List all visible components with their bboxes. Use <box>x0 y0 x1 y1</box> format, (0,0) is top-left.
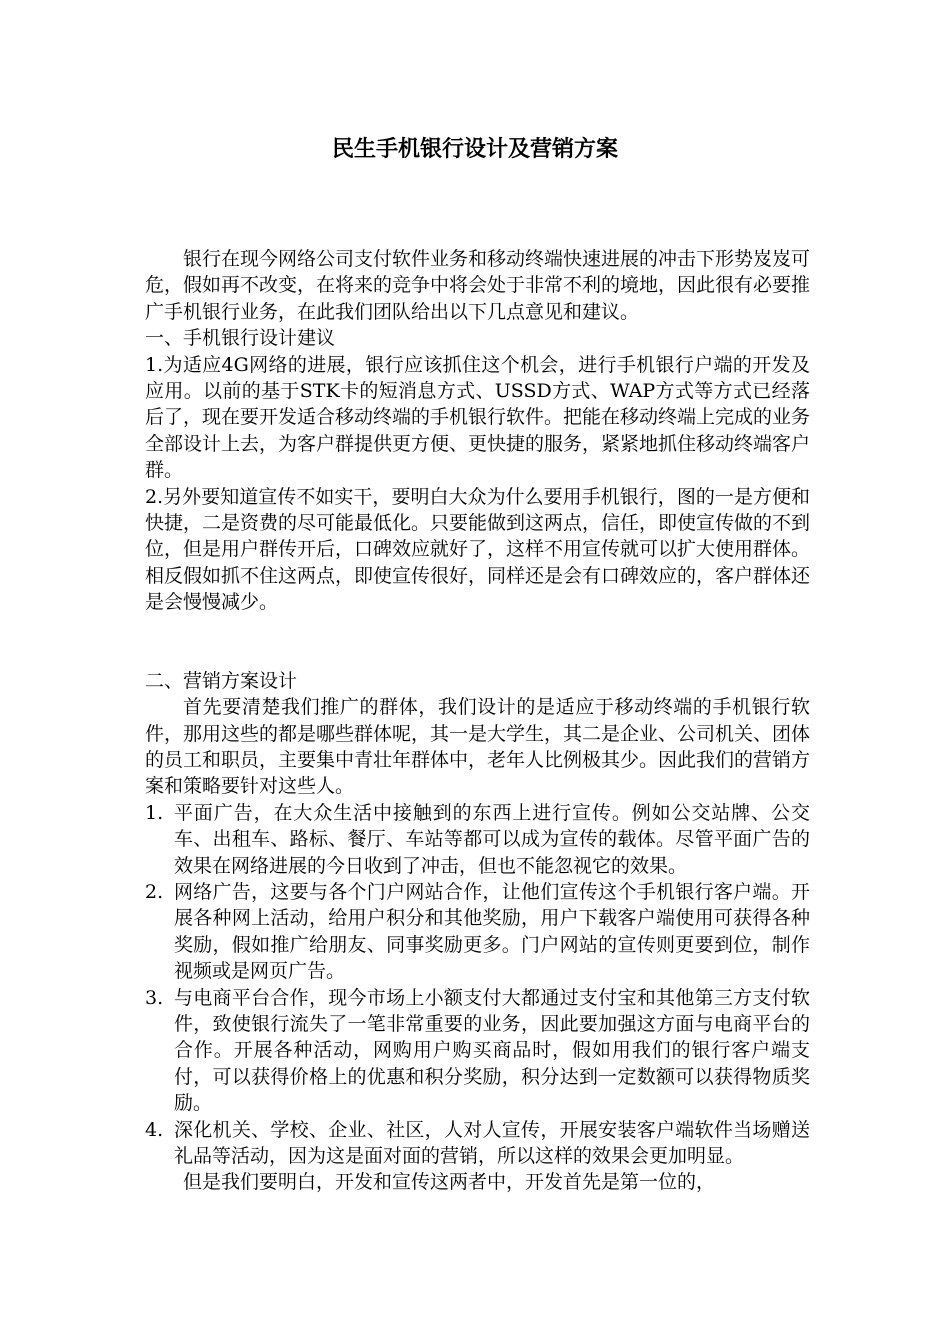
document-title: 民生手机银行设计及营销方案 <box>331 136 618 162</box>
document-body <box>145 246 810 1196</box>
list-item-number: 2. <box>145 880 164 903</box>
list-item-text: 深化机关、学校、企业、社区，人对人宣传，开展安装客户端软件当场赠送礼品等活动，因为这是面对面的营销，所以这样的效果会更加明显。 <box>174 1118 810 1167</box>
list-item <box>145 1117 810 1170</box>
list-item <box>145 800 810 879</box>
section-1-paragraph: 2.另外要知道宣传不如实干，要明白大众为什么要用手机银行，图的一是方便和快捷，二是资费的尽可能最低化。只要能做到这两点，信任，即使宣传做的不到位，但是用户群传开后，口碑效应就好了，这样不用宣传就可以扩大使用群体。相反假如抓不住这两点，即使宣传很好，同样还是会有口碑效应的，客户群体还是会慢慢减少。 <box>145 485 811 614</box>
list-item-number: 3. <box>145 986 164 1009</box>
list-item-text: 与电商平台合作，现今市场上小额支付大都通过支付宝和其他第三方支付软件，致使银行流失了一笔非常重要的业务，因此要加强这方面与电商平台的合作。开展各种活动，网购用户购买商品时，假如用我们的银行客户端支付，可以获得价格上的优惠和积分奖励，积分达到一定数额可以获得物质奖励。 <box>174 986 810 1115</box>
intro-paragraph: 银行在现今网络公司支付软件业务和移动终端快速进展的冲击下形势岌岌可危，假如再不改变，在将来的竞争中将会处于非常不利的境地，因此很有必要推广手机银行业务，在此我们团队给出以下几点意见和建议。 <box>145 248 811 323</box>
section-2-intro: 首先要清楚我们推广的群体，我们设计的是适应于移动终端的手机银行软件，那用这些的都是哪些群体呢，其一是大学生，其二是企业、公司机关、团体的员工和职员，主要集中青壮年群体中，老年人比例极其少。因此我们的营销方案和策略要针对这些人。 <box>145 696 811 798</box>
section-1-paragraph: 1.为适应4G网络的进展，银行应该抓住这个机会，进行手机银行户端的开发及应用。以前的基于STK卡的短消息方式、USSD方式、WAP方式等方式已经落后了，现在要开发适合移动终端的手机银行软件。把能在移动终端上完成的业务全部设计上去，为客户群提供更方便、更快捷的服务，紧紧地抓住移动终端客户群。 <box>145 353 811 482</box>
list-item-number: 4. <box>145 1118 164 1141</box>
list-item <box>145 985 810 1117</box>
section-1-heading: 一、手机银行设计建议 <box>145 327 336 350</box>
list-item <box>145 879 810 985</box>
closing-paragraph: 但是我们要明白，开发和宣传这两者中，开发首先是第一位的， <box>183 1171 716 1194</box>
list-item-number: 1. <box>145 801 164 824</box>
list-item-text: 网络广告，这要与各个门户网站合作，让他们宣传这个手机银行客户端。开展各种网上活动，给用户积分和其他奖励，用户下载客户端使用可获得各种奖励，假如推广给朋友、同事奖励更多。门户网站的宣传则更要到位，制作视频或是网页广告。 <box>174 880 810 983</box>
section-2-heading: 二、营销方案设计 <box>145 669 298 692</box>
spacer <box>145 616 810 668</box>
list-item-text: 平面广告，在大众生活中接触到的东西上进行宣传。例如公交站牌、公交车、出租车、路标、餐厅、车站等都可以成为宣传的载体。尽管平面广告的效果在网络进展的今日收到了冲击，但也不能忽视它的效果。 <box>174 801 810 877</box>
